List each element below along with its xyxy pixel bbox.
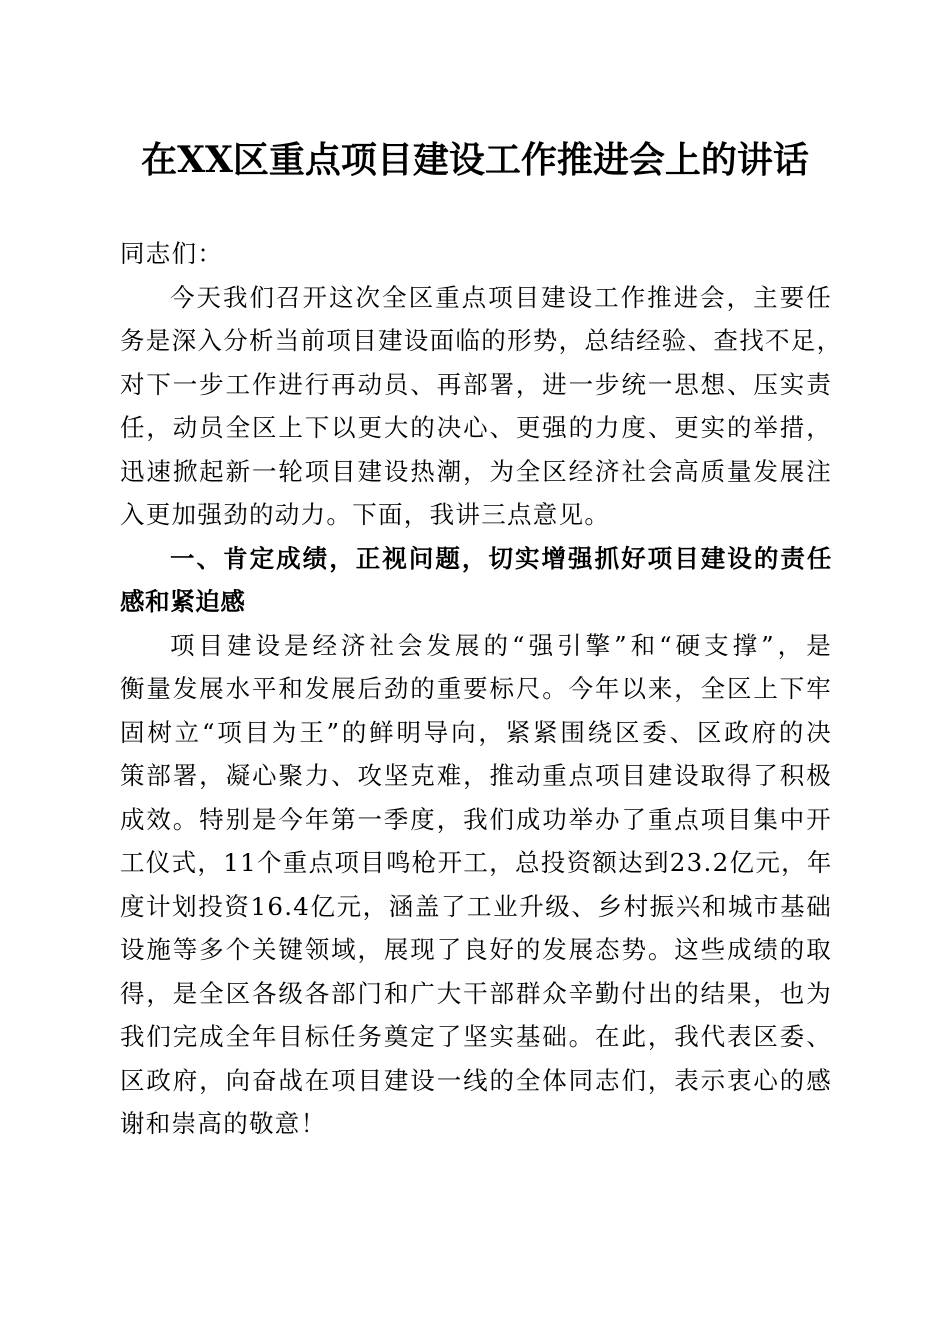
paragraph-line: 衡量发展水平和发展后劲的重要标尺。今年以来，全区上下牢: [120, 674, 832, 703]
paragraph-line: 区政府，向奋战在项目建设一线的全体同志们，表示衷心的感: [120, 1065, 832, 1095]
paragraph-line: 成效。特别是今年第一季度，我们成功举办了重点项目集中开: [120, 804, 832, 834]
paragraph-line: 策部署，凝心聚力、攻坚克难，推动重点项目建设取得了积极: [120, 761, 832, 790]
heading-line: 一、肯定成绩，正视问题，切实增强抓好项目建设的责任: [170, 543, 832, 573]
paragraph-line: 务是深入分析当前项目建设面临的形势，总结经验、查找不足，: [120, 326, 843, 355]
paragraph-line: 迅速掀起新一轮项目建设热潮，为全区经济社会高质量发展注: [120, 456, 832, 486]
paragraph-line: 我们完成全年目标任务奠定了坚实基础。在此，我代表区委、: [120, 1022, 832, 1051]
document-body: [120, 232, 843, 1146]
paragraph-line: 今天我们召开这次全区重点项目建设工作推进会，主要任: [170, 282, 832, 312]
paragraph-line: 任，动员全区上下以更大的决心、更强的力度、更实的举措，: [120, 413, 832, 442]
paragraph-line: 谢和崇高的敬意！: [120, 1109, 327, 1138]
heading-line: 感和紧迫感: [120, 587, 246, 616]
paragraph-achievements: [120, 624, 832, 1146]
paragraph-line: 项目建设是经济社会发展的“强引擎”和“硬支撑”，是: [170, 630, 832, 660]
paragraph-line: 度计划投资16.4亿元，涵盖了工业升级、乡村振兴和城市基础: [120, 891, 832, 921]
paragraph-line: 得，是全区各级各部门和广大干部群众辛勤付出的结果，也为: [120, 978, 832, 1008]
paragraph-intro: [120, 276, 843, 537]
paragraph-line: 对下一步工作进行再动员、再部署，进一步统一思想、压实责: [120, 369, 832, 399]
section-heading-1: [120, 537, 832, 624]
document-title: 在XX区重点项目建设工作推进会上的讲话: [141, 139, 809, 181]
paragraph-line: 入更加强劲的动力。下面，我讲三点意见。: [120, 500, 611, 529]
paragraph-line: 固树立“项目为王”的鲜明导向，紧紧围绕区委、区政府的决: [120, 717, 832, 747]
paragraph-line: 设施等多个关键领域，展现了良好的发展态势。这些成绩的取: [120, 935, 832, 964]
paragraph-line: 工仪式，11个重点项目鸣枪开工，总投资额达到23.2亿元，年: [120, 848, 833, 877]
salutation: 同志们：: [120, 239, 224, 268]
